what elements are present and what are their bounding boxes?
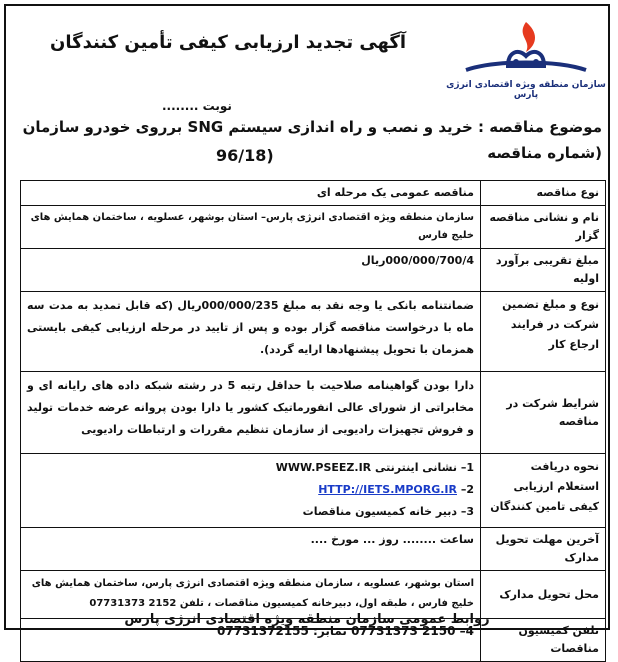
logo-caption: سازمان منطقه ویژه اقتصادی انرژی پارس	[446, 80, 606, 100]
row-label: مبلغ تقریبی برآورد اولیه	[481, 249, 606, 292]
pseez-logo	[446, 18, 606, 102]
page-title: آگهی تجدید ارزیابی کیفی تأمین کنندگان	[50, 32, 407, 53]
inquiry-method-website: 1– نشانی اینترنتی WWW.PSEEZ.IR	[275, 461, 474, 474]
row-value: ساعت ........ روز ... مورخ ....	[21, 528, 481, 571]
row-value: 4– 2150 07731373 نمابر: 07731372155	[21, 619, 481, 662]
row-value: استان بوشهر، عسلویه ، سازمان منطقه ویژه اقتصادی انرژی پارس، ساختمان همایش های خلیج فارس ، طبقه اول، دبیرخانه کمیسیون مناقصات ، تلفن 2152 07731373	[21, 571, 481, 619]
table-row	[21, 181, 606, 206]
table-row	[21, 292, 606, 372]
round-number: نوبت ........	[162, 99, 232, 113]
row-label: نام و نشانی مناقصه گزار	[481, 206, 606, 249]
portal-link[interactable]: HTTP://IETS.MPORG.IR	[318, 483, 457, 496]
inquiry-method-portal	[27, 479, 474, 501]
row-label: آخرین مهلت تحویل مدارک	[481, 528, 606, 571]
footer-public-relations: روابط عمومی سازمان منطقه ویژه اقتصادی انرژی پارس	[124, 612, 490, 627]
row-value: دارا بودن گواهینامه صلاحیت با حداقل رتبه 5 در رشته شبکه داده های رایانه ای و مخابراتی از شورای عالی انفورماتیک کشور یا دارا بودن پروانه عرضه خدمات تولید و فروش تجهیزات رادیویی از سازمان تنظیم مقررات و ارتباطات رادیویی	[21, 372, 481, 454]
row-label: محل تحویل مدارک	[481, 571, 606, 619]
tender-number: 96/18)	[216, 146, 274, 165]
table-row	[21, 372, 606, 454]
row-value	[21, 454, 481, 528]
row-value: مناقصه عمومی یک مرحله ای	[21, 181, 481, 206]
notice-frame	[4, 4, 610, 655]
table-row	[21, 206, 606, 249]
flame-logo-icon	[446, 18, 606, 78]
row-label: شرایط شرکت در مناقصه	[481, 372, 606, 454]
row-label: نوع و مبلغ تضمین شرکت در فرایند ارجاع کار	[481, 292, 606, 372]
row-value: ضمانتنامه بانکی یا وجه نقد به مبلغ 000/000/235ریال (که قابل تمدید به مدت سه ماه با درخواست مناقصه گزار بوده و پس از تایید در مرحله ارزیابی کیفی بایستی همزمان با تحویل پیشنهادها ارایه گردد).	[21, 292, 481, 372]
table-row	[21, 454, 606, 528]
row-label: نوع مناقصه	[481, 181, 606, 206]
table-row	[21, 249, 606, 292]
table-row	[21, 528, 606, 571]
inquiry-method-secretariat: 3– دبیر خانه کمیسیون مناقصات	[302, 505, 474, 518]
tender-info-table	[20, 180, 606, 662]
tender-subject: موضوع مناقصه : خرید و نصب و راه اندازی سیستم SNG برروی خودرو سازمان (شماره مناقصه	[22, 118, 602, 162]
row-value: سازمان منطقه ویژه اقتصادی انرژی پارس– استان بوشهر، عسلویه ، ساختمان همایش های خلیج فارس	[21, 206, 481, 249]
portal-prefix: 2–	[460, 483, 474, 496]
header	[6, 14, 608, 114]
row-label: تلفن کمیسیون مناقصات	[481, 619, 606, 662]
row-value: 000/000/700/4ریال	[21, 249, 481, 292]
row-label: نحوه دریافت استعلام ارزیابی کیفی تامین کنندگان	[481, 454, 606, 528]
